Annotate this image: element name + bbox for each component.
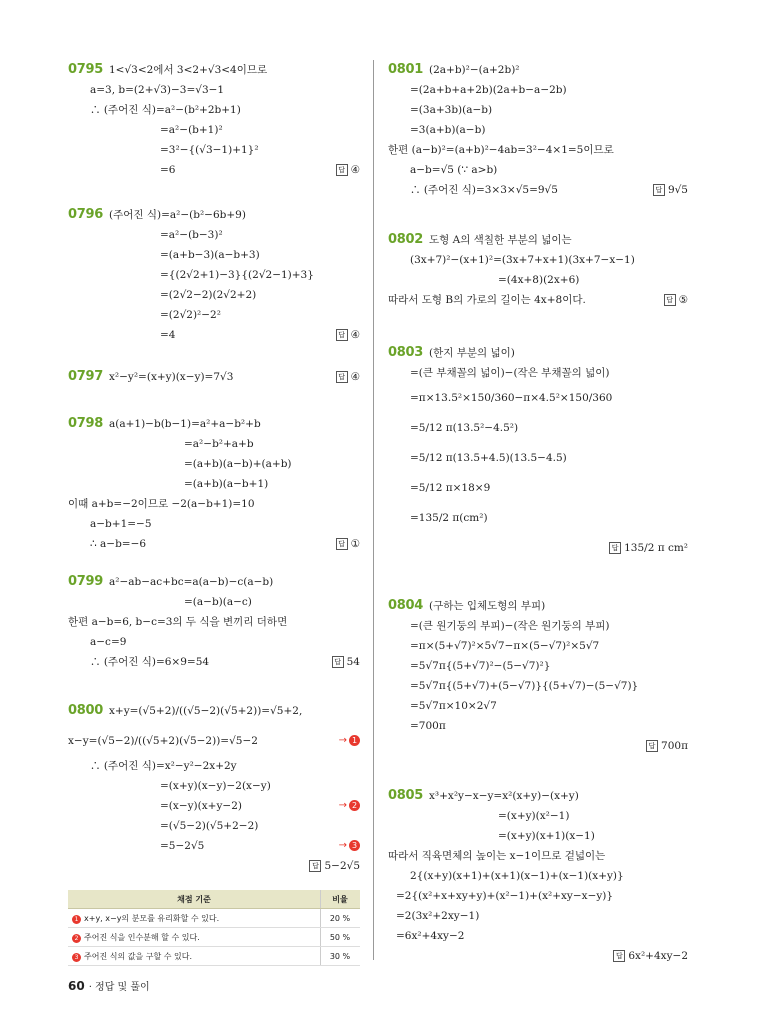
solution-text: =(큰 원기둥의 부피)−(작은 원기둥의 부피) [410,620,610,632]
solution-text: =4 [160,329,176,341]
step-number: 3 [349,840,360,851]
solution-text: =(2a+b+a+2b)(2a+b−a−2b) [410,84,567,96]
answer [332,652,360,672]
solution-text: 따라서 직육면체의 높이는 x−1이므로 겉넓이는 [388,850,606,862]
solution-text: (주어진 식)=a²−(b²−6b+9) [108,209,246,221]
solution-line [388,886,688,906]
solution-line [68,120,360,140]
solution-line [68,225,360,245]
answer [653,180,688,200]
solution-text: =(a−b)(a−c) [184,596,252,608]
answer-box-icon: 답 [309,860,321,872]
problem-0799 [68,572,360,672]
solution-line [388,363,688,383]
solution-text: 따라서 도형 B의 가로의 길이는 4x+8이다. [388,294,586,306]
solution-text: a=3, b=(2+√3)−3=√3−1 [90,84,225,96]
solution-text: =(√5−2)(√5+2−2) [160,820,259,832]
solution-text: =(x−y)(x+y−2) [160,800,242,812]
criteria-cell [68,909,321,928]
solution-line [68,80,360,100]
problem-0798 [68,414,360,554]
header-criteria: 채점 기준 [68,890,321,909]
answer-value: 5−2√5 [324,860,360,872]
ratio-cell: 30 % [321,947,361,966]
solution-text: =(a+b)(a−b+1) [184,478,269,490]
solution-line [68,305,360,325]
solution-text: 도형 A의 색칠한 부분의 넓이는 [428,234,572,246]
answer-value: 700π [661,740,688,752]
solution-text: ∴ (주어진 식)=a²−(b²+2b+1) [90,104,241,116]
solution-text: a−b=√5 (∵ a>b) [410,164,498,176]
solution-line [68,652,360,672]
answer-box-icon: 답 [653,184,665,196]
solution-text: =5/12 π(13.5²−4.5²) [410,422,519,434]
solution-text: ∴ (주어진 식)=x²−y²−2x+2y [90,760,237,772]
solution-line [68,572,360,592]
solution-line [388,676,688,696]
solution-line [388,443,688,473]
solution-line [388,80,688,100]
solution-line [388,906,688,926]
solution-text: =π×(5+√7)²×5√7−π×(5−√7)²×5√7 [410,640,600,652]
answer-value: 9√5 [667,184,688,196]
solution-line [68,285,360,305]
step-number: 1 [349,735,360,746]
step-number: 2 [349,800,360,811]
solution-line [388,383,688,413]
solution-line [68,60,360,80]
solution-line [68,592,360,612]
solution-line [68,514,360,534]
problem-number: 0801 [388,62,423,77]
table-header [68,890,360,909]
solution-line [388,270,688,290]
problem-0804 [388,596,688,756]
answer-box-icon: 답 [336,164,348,176]
solution-text: =3(a+b)(a−b) [410,124,486,136]
solution-line [388,140,688,160]
solution-text: a−b+1=−5 [90,518,152,530]
answer-box-icon: 답 [664,294,676,306]
solution-line [388,180,688,200]
solution-line [388,866,688,886]
problem-number: 0805 [388,788,423,803]
solution-text: =(a+b)(a−b)+(a+b) [184,458,292,470]
solution-text: =3²−{(√3−1)+1}² [160,144,259,156]
step-marker [339,836,360,856]
answer [336,325,360,345]
solution-line [388,826,688,846]
solution-line [68,726,360,756]
solution-text: =5√7π{(5+√7)²−(5−√7)²} [410,660,551,672]
page-footer [68,978,150,993]
solution-line [68,100,360,120]
solution-text: =2(3x²+2xy−1) [396,910,480,922]
problem-number: 0802 [388,232,423,247]
solution-text: (3x+7)²−(x+1)²=(3x+7+x+1)(3x+7−x−1) [410,254,635,266]
problem-number: 0798 [68,416,103,431]
step-number: 1 [72,915,81,924]
solution-text: ∴ a−b=−6 [90,538,147,550]
solution-text: =6 [160,164,176,176]
solution-text: a−c=9 [90,636,127,648]
solution-line [388,533,688,563]
answer-value: 6x²+4xy−2 [628,950,688,962]
solution-text: a(a+1)−b(b−1)=a²+a−b²+b [108,418,261,430]
solution-text: =(4x+8)(2x+6) [498,274,580,286]
answer-value: 135/2 π cm² [624,542,688,554]
solution-line [68,612,360,632]
solution-text: =(큰 부채꼴의 넓이)−(작은 부채꼴의 넓이) [410,367,610,379]
solution-line [68,836,360,856]
solution-line [388,716,688,736]
solution-line [68,367,360,387]
answer-box-icon: 답 [609,542,621,554]
solution-text: =(2√2)²−2² [160,309,221,321]
solution-line [388,596,688,616]
problem-0797 [68,367,360,387]
solution-text: =a²−(b−3)² [160,229,223,241]
solution-line [388,846,688,866]
solution-text: =5/12 π×18×9 [410,482,491,494]
solution-text: 이때 a+b=−2이므로 −2(a−b+1)=10 [68,498,255,510]
solution-text: =5/12 π(13.5+4.5)(13.5−4.5) [410,452,567,464]
problem-0805 [388,786,688,966]
ratio-cell: 50 % [321,928,361,947]
solution-text: x−y=(√5−2)/((√5+2)(√5−2))=√5−2 [68,735,258,747]
solution-line [68,434,360,454]
problem-number: 0797 [68,369,103,384]
solution-text: =π×13.5²×150/360−π×4.5²×150/360 [410,392,613,404]
step-number: 3 [72,953,81,962]
page-number: 60 [68,979,85,993]
solution-text: =(3a+3b)(a−b) [410,104,493,116]
solution-line [68,632,360,652]
solution-line [388,100,688,120]
solution-line [68,474,360,494]
criteria-text: x+y, x−y의 분모를 유리화할 수 있다. [84,913,220,923]
answer [609,533,688,563]
answer-box-icon: 답 [336,538,348,550]
solution-text: ∴ (주어진 식)=6×9=54 [90,656,210,668]
problem-0800 [68,696,360,876]
solution-line [68,816,360,836]
solution-text: =5√7π×10×2√7 [410,700,497,712]
solution-line [388,60,688,80]
answer [309,856,360,876]
solution-text: =(2√2−2)(2√2+2) [160,289,257,301]
solution-line [388,786,688,806]
criteria-text: 주어진 식의 값을 구할 수 있다. [84,951,192,961]
solution-line [388,120,688,140]
footer-label: · 정답 및 풀이 [88,982,150,993]
answer [646,736,688,756]
solution-text: x²−y²=(x+y)(x−y)=7√3 [108,371,234,383]
solution-line [68,160,360,180]
solution-text: =5√7π{(5+√7)+(5−√7)}{(5+√7)−(5−√7)} [410,680,639,692]
table-row [68,909,360,928]
answer [336,160,360,180]
answer-value: ④ [350,164,360,176]
solution-line [68,776,360,796]
solution-line [68,494,360,514]
answer-box-icon: 답 [613,950,625,962]
header-ratio: 비율 [321,890,361,909]
solution-line [388,656,688,676]
answer-value: ④ [350,329,360,341]
solution-text: 2{(x+y)(x+1)+(x+1)(x−1)+(x−1)(x+y)} [410,870,624,882]
answer [336,367,360,387]
step-marker [339,726,360,756]
solution-line [388,946,688,966]
solution-line [388,503,688,533]
solution-line [388,696,688,716]
solution-text: (2a+b)²−(a+2b)² [428,64,520,76]
problem-number: 0796 [68,207,103,222]
answer [664,290,688,310]
problem-number: 0803 [388,345,423,360]
table-row [68,947,360,966]
problem-0803 [388,343,688,563]
solution-text: 한편 (a−b)²=(a+b)²−4ab=3²−4×1=5이므로 [388,144,614,156]
solution-line [68,796,360,816]
problem-number: 0799 [68,574,103,589]
answer-value: ④ [350,371,360,383]
answer [613,946,688,966]
solution-text: =a²−(b+1)² [160,124,223,136]
problem-number: 0795 [68,62,103,77]
solution-text: =135/2 π(cm²) [410,512,488,524]
solution-text: 1<√3<2에서 3<2+√3<4이므로 [108,64,268,76]
problem-0796 [68,205,360,345]
solution-line [68,325,360,345]
solution-line [388,160,688,180]
solution-line [388,250,688,270]
answer-value: ⑤ [678,294,688,306]
solution-line [388,926,688,946]
solution-text: =5−2√5 [160,840,205,852]
solution-line [68,454,360,474]
arrow-icon: → [338,840,347,851]
criteria-cell [68,928,321,947]
answer-box-icon: 답 [336,329,348,341]
solution-line [68,140,360,160]
solution-text: =(a+b−3)(a−b+3) [160,249,260,261]
step-number: 2 [72,934,81,943]
solution-line [68,414,360,434]
solution-text: x+y=(√5+2)/((√5−2)(√5+2))=√5+2, [108,705,303,717]
column-divider [373,60,374,960]
solution-line [68,245,360,265]
solution-line [68,265,360,285]
answer-box-icon: 답 [646,740,658,752]
solution-text: 한편 a−b=6, b−c=3의 두 식을 변끼리 더하면 [68,616,288,628]
criteria-text: 주어진 식을 인수분해 할 수 있다. [84,932,200,942]
solution-line [388,736,688,756]
solution-text: =6x²+4xy−2 [396,930,465,942]
solution-line [68,534,360,554]
solution-text: a²−ab−ac+bc=a(a−b)−c(a−b) [108,576,274,588]
ratio-cell: 20 % [321,909,361,928]
answer-box-icon: 답 [332,656,344,668]
solution-text: ={(2√2+1)−3}{(2√2−1)+3} [160,269,314,281]
problem-0795 [68,60,360,180]
solution-line [388,290,688,310]
problem-number: 0804 [388,598,423,613]
solution-line [388,343,688,363]
solution-text: x³+x²y−x−y=x²(x+y)−(x+y) [428,790,579,802]
solution-text: =700π [410,720,446,732]
answer-value: 54 [346,656,360,668]
solution-line [68,696,360,726]
answer-value: ① [350,538,360,550]
criteria-cell [68,947,321,966]
solution-line [388,806,688,826]
arrow-icon: → [338,800,347,811]
solution-text: =2{(x²+x+xy+y)+(x²−1)+(x²+xy−x−y)} [396,890,614,902]
solution-text: (한지 부분의 넓이) [428,347,515,359]
solution-text: =(x+y)(x+1)(x−1) [498,830,595,842]
problem-0801 [388,60,688,200]
solution-text: =(x+y)(x²−1) [498,810,570,822]
solution-line [388,636,688,656]
solution-text: ∴ (주어진 식)=3×3×√5=9√5 [410,184,558,196]
answer [336,534,360,554]
problem-number: 0800 [68,703,103,718]
solution-text: (구하는 입체도형의 부피) [428,600,546,612]
solution-line [68,205,360,225]
solution-line [388,616,688,636]
solution-line [388,230,688,250]
solution-text: =a²−b²+a+b [184,438,254,450]
solution-line [68,756,360,776]
solution-line [388,413,688,443]
solution-line [388,473,688,503]
answer-box-icon: 답 [336,371,348,383]
problem-0802 [388,230,688,310]
solution-line [68,856,360,876]
step-marker [339,796,360,816]
scoring-table [68,890,360,966]
arrow-icon: → [338,735,347,746]
table-row [68,928,360,947]
solution-text: =(x+y)(x−y)−2(x−y) [160,780,271,792]
